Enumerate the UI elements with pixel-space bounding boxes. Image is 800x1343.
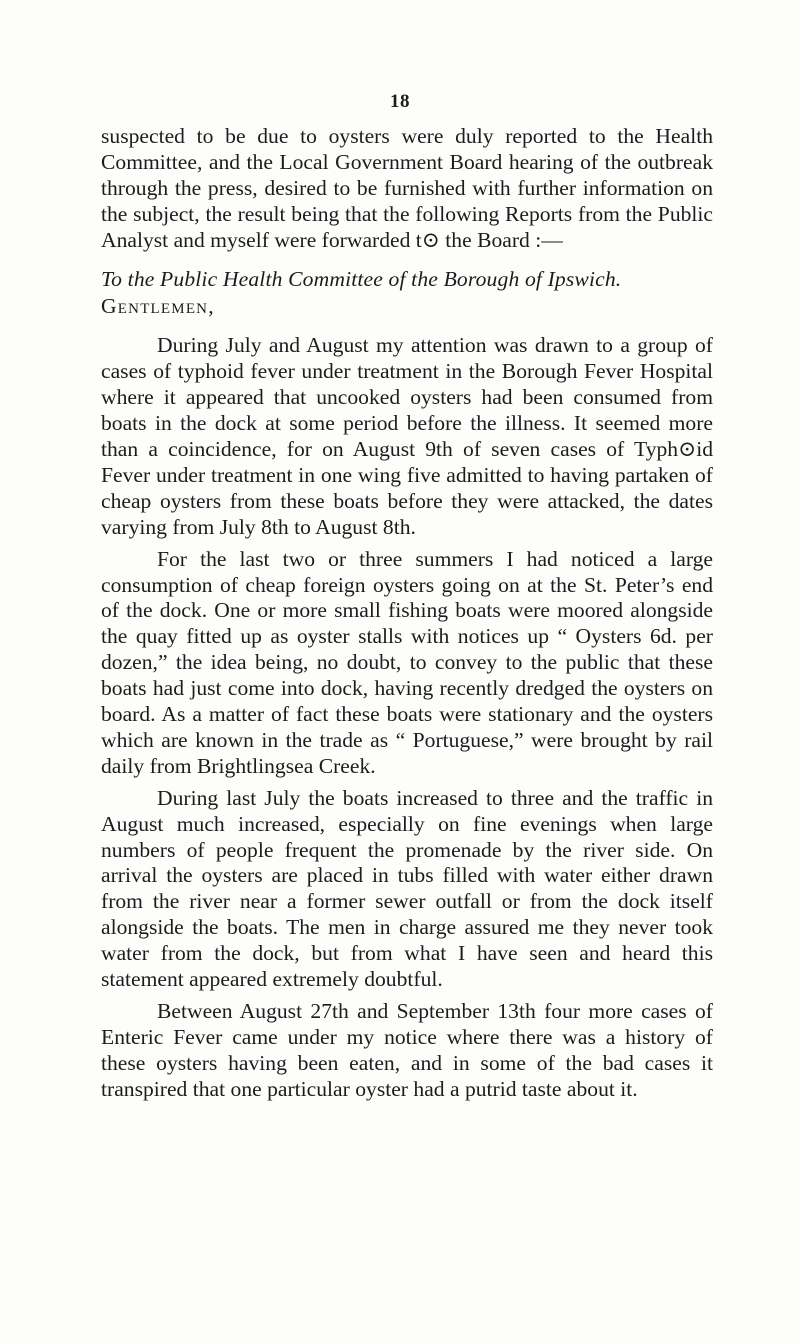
paragraph: During last July the boats increased to three and the traffic in August much increased, especially on fine evenings when large numbers of people frequent the promenade by the river side. On arrival the oysters are placed in tubs filled with water either drawn from the river near a former sewer outfall or from the dock itself alongside the boats. The men in charge assured me they never took water from the dock, but from what I have seen and heard this statement appeared extremely doubtful. [101,785,713,992]
opening-paragraph: suspected to be due to oysters were duly reported to the Health Committee, and the Local Government Board hearing of the outbreak through the press, desired to be furnished with further information on the subject, the result being that the following Reports from the Public Analyst and myself were forwarded t⊙ the Board :— [101,124,713,252]
page-number: 18 [390,91,410,112]
paragraph: For the last two or three summers I had noticed a large consumption of cheap foreign oysters going on at the St. Peter’s end of the dock. One or more small fishing boats were moored alongside the quay fitted up as oyster stalls with notices up “ Oysters 6d. per dozen,” the idea being, no doubt, to convey to the public that these boats had just come into dock, having recently dredged the oysters on board. As a matter of fact these boats were stationary and the oysters which are known in the trade as “ Portuguese,” were brought by rail daily from Brightlingsea Creek. [101,546,713,778]
salutation: Gentlemen, [101,294,215,319]
paragraph: During July and August my attention was drawn to a group of cases of typhoid fever under treatment in the Borough Fever Hospital where it appeared that uncooked oysters had been consumed from boats in the dock at some period before the illness. It seemed more than a coincidence, for on August 9th of seven cases of Typh⊙id Fever under treatment in one wing five admitted to having partaken of cheap oysters from these boats before they were attacked, the dates varying from July 8th to August 8th. [101,333,713,539]
body-text [101,124,713,1103]
paragraph: Between August 27th and September 13th four more cases of Enteric Fever came under my notice where there was a history of these oysters having been eaten, and in some of the bad cases it transpired that one particular oyster had a putrid taste about it. [101,999,713,1101]
report-heading: To the Public Health Committee of the Borough of Ipswich. [101,266,622,291]
